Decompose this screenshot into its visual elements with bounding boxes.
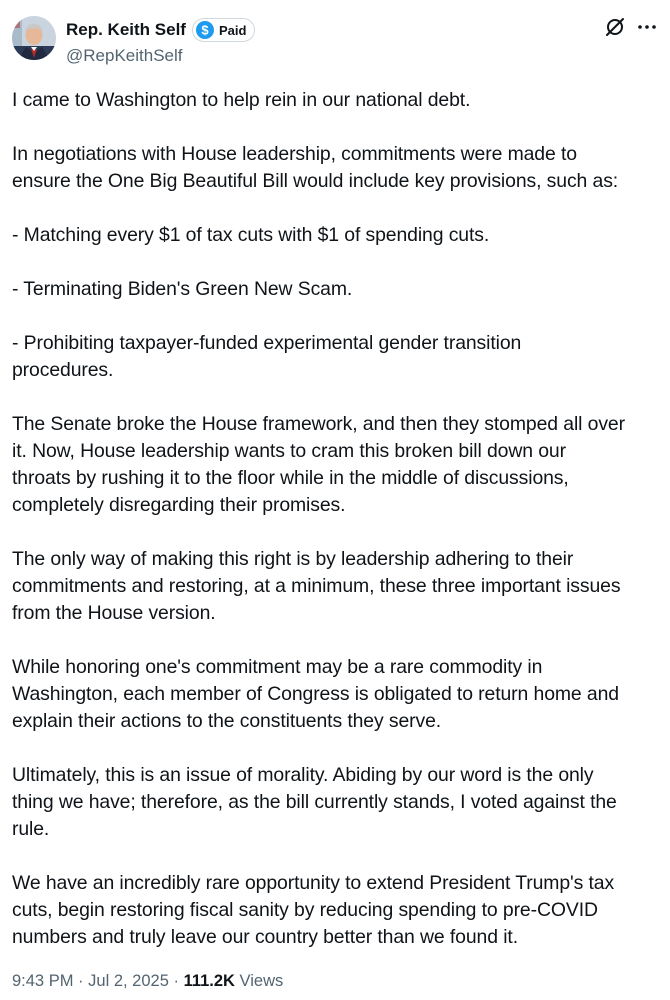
views-count[interactable]: 111.2K [183,972,235,990]
tweet-paragraph: - Matching every $1 of tax cuts with $1 of spending cuts. [12,224,490,246]
tweet-paragraph: In negotiations with House leadership, commitments were made to ensure the One Big Beautiful Bill would include key provisions, such as: [12,143,619,192]
grok-icon[interactable] [604,16,626,38]
svg-text:$: $ [201,22,209,38]
meta-separator: · [173,972,179,990]
tweet-paragraph: The only way of making this right is by leadership adhering to their commitments and restoring, at a minimum, these three important issues from the House version. [12,548,621,624]
tweet-paragraph: While honoring one's commitment may be a rare commodity in Washington, each member of Congress is obligated to return home and explain their actions to the constituents they serve. [12,656,619,732]
avatar-photo-icon[interactable] [12,16,56,60]
tweet-paragraph: We have an incredibly rare opportunity to extend President Trump's tax cuts, begin restoring fiscal sanity by reducing spending to pre-COVID numbers and truly leave our country better than we found it. [12,872,615,948]
views-label: Views [239,972,284,990]
display-name[interactable]: Rep. Keith Self [66,20,186,39]
name-row [66,18,255,42]
tweet-meta [12,972,283,991]
more-icon[interactable] [636,16,658,38]
verified-dollar-icon [196,21,214,39]
meta-separator: · [78,972,84,990]
tweet-paragraph: - Prohibiting taxpayer-funded experimental gender transition procedures. [12,332,522,381]
tweet-time[interactable]: 9:43 PM [12,972,74,990]
tweet-header [12,16,658,66]
top-actions [604,16,658,38]
tweet-date[interactable]: Jul 2, 2025 [88,972,169,990]
tweet-paragraph: - Terminating Biden's Green New Scam. [12,278,353,300]
tweet-text [12,87,658,951]
author-names [66,18,255,66]
author-handle[interactable]: @RepKeithSelf [66,46,183,65]
tweet-paragraph: I came to Washington to help rein in our national debt. [12,89,471,111]
tweet-paragraph: The Senate broke the House framework, and then they stomped all over it. Now, House leadership wants to cram this broken bill down our throats by rushing it to the floor while in the middle of discussions, completely disregarding their promises. [12,413,625,516]
paid-label: Paid [218,22,247,38]
tweet-paragraph: Ultimately, this is an issue of morality. Abiding by our word is the only thing we have; therefore, as the bill currently stands, I voted against the rule. [12,764,617,840]
paid-badge[interactable] [192,18,255,42]
